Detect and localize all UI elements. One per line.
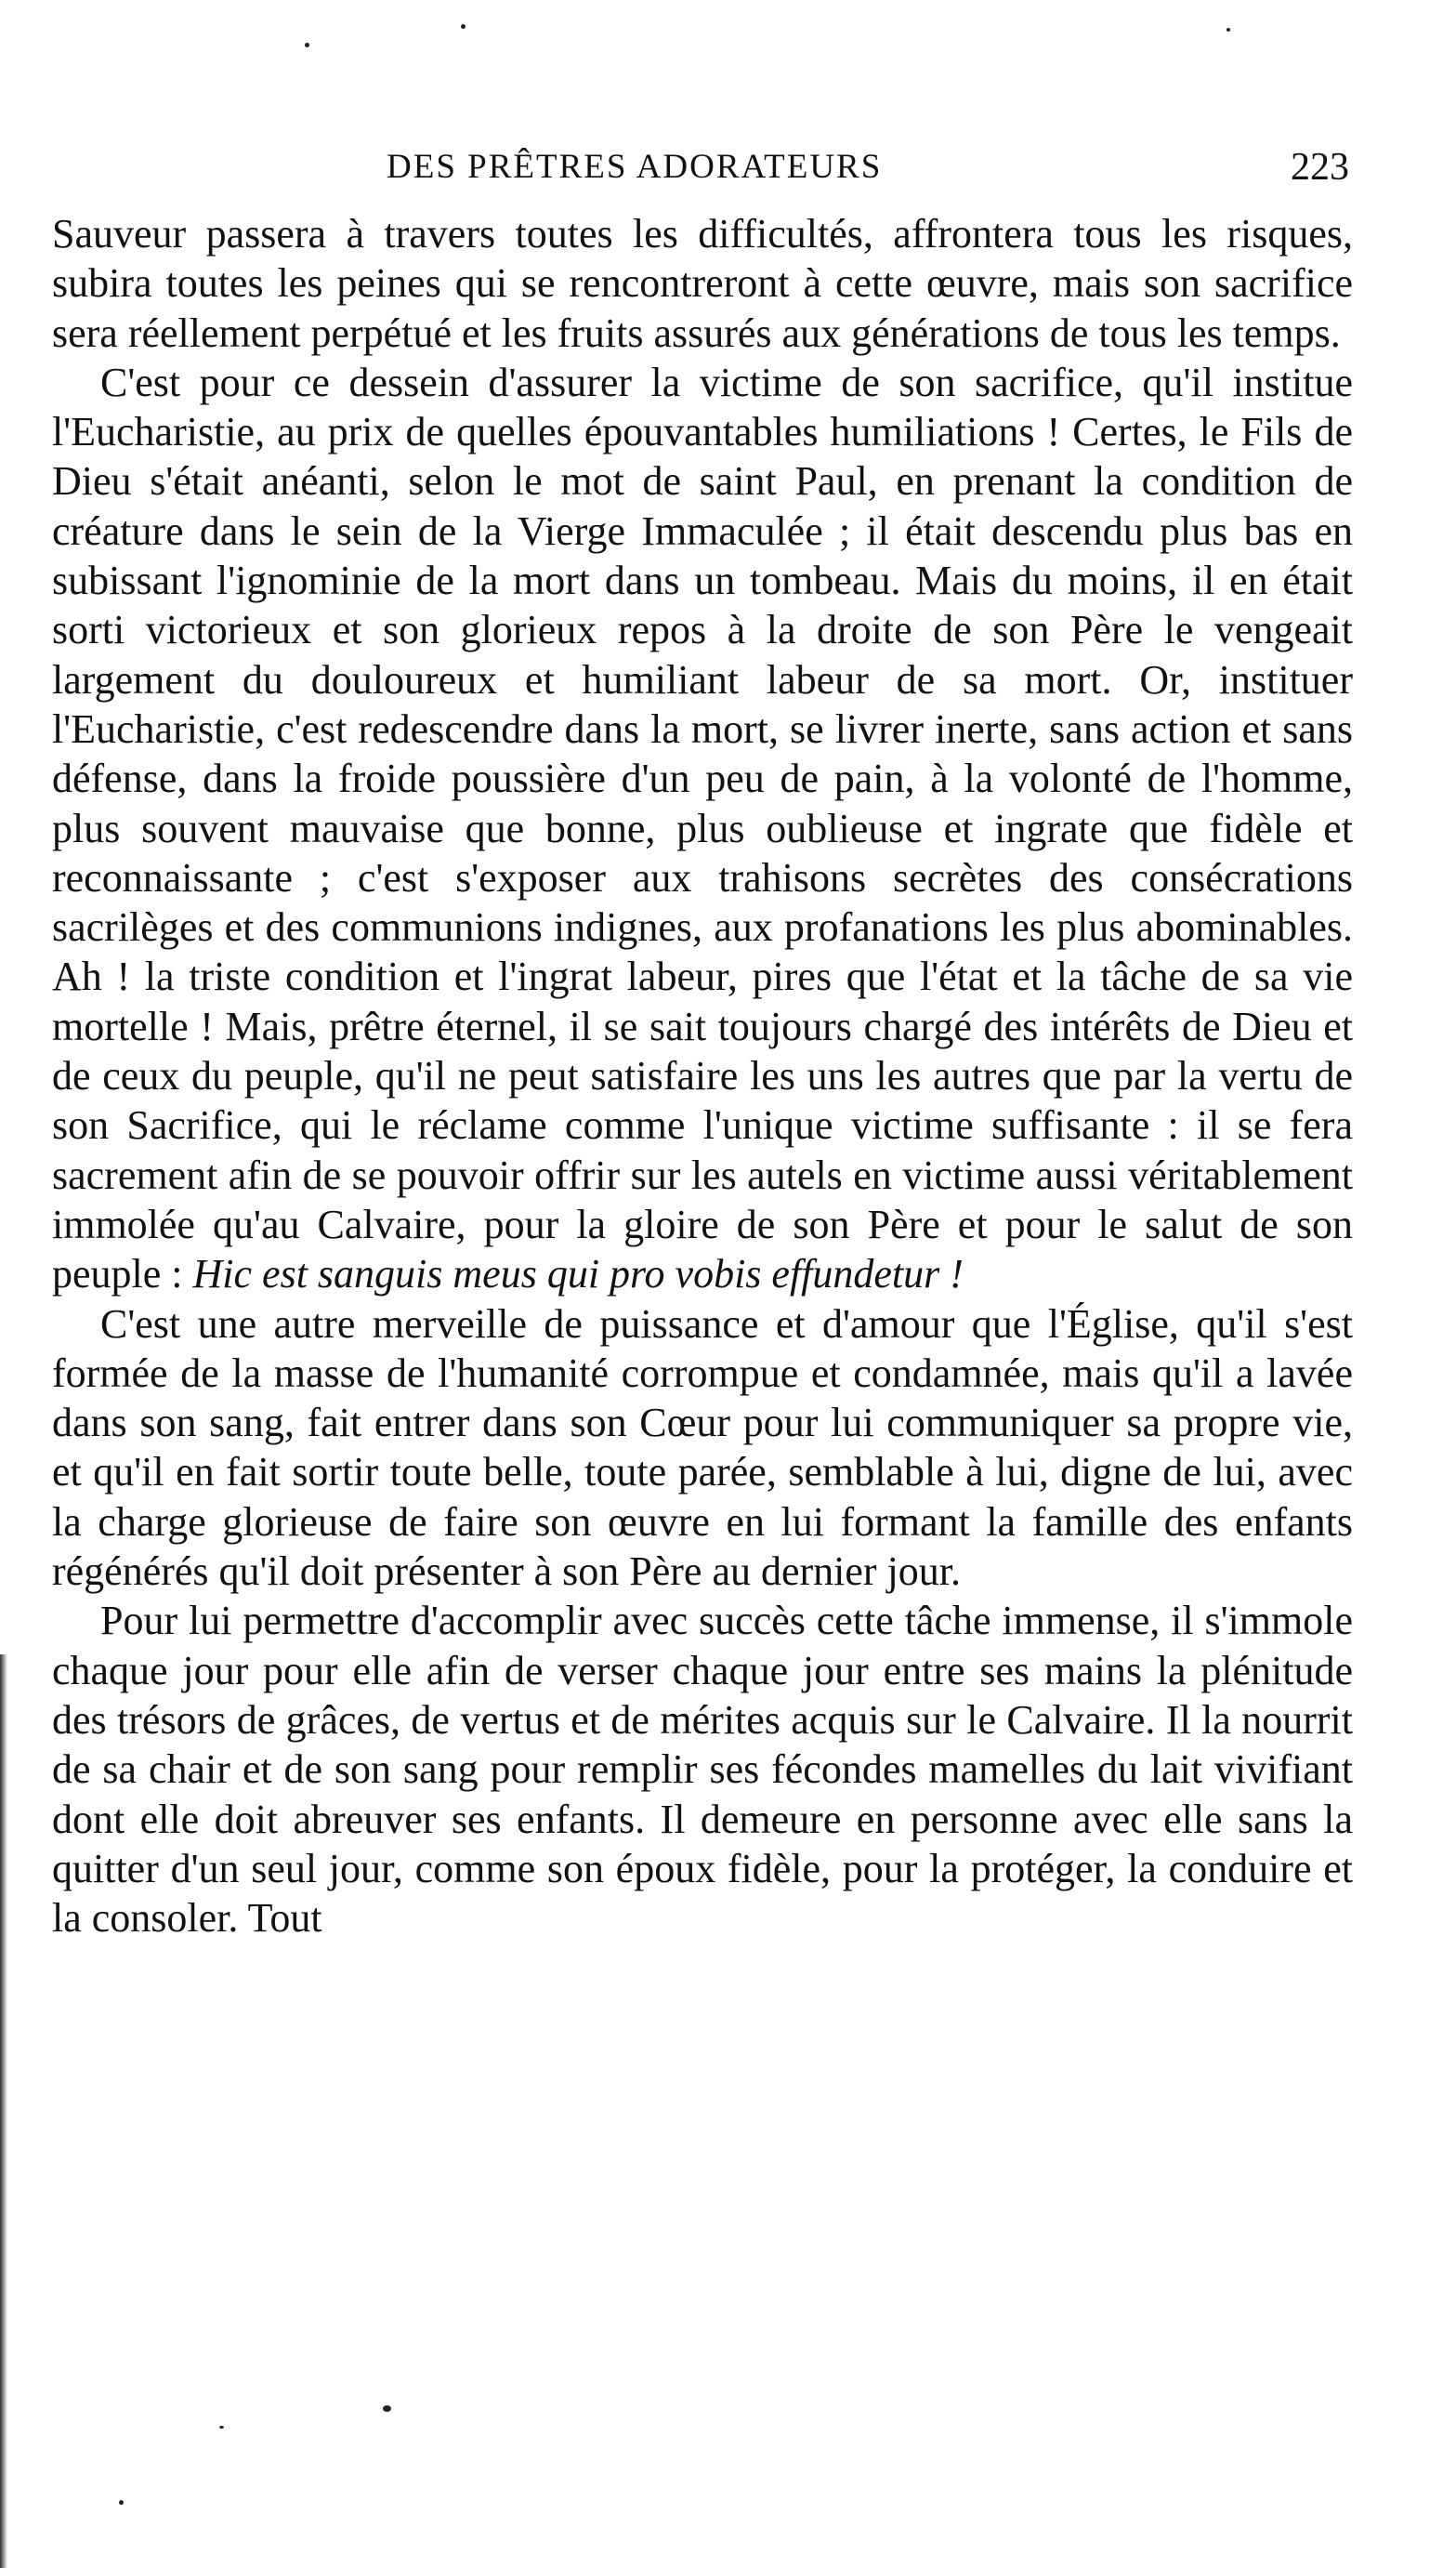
scan-edge-shadow [0, 1654, 7, 2568]
scan-speck [383, 2405, 391, 2412]
paragraph-3: C'est une autre merveille de puissance et d'amour que l'Église, qu'il s'est formée de la masse de l'humanité corrompue et condamnée, mais qu'il a lavée dans son sang, fait entrer dans son Cœur pour lui communiquer sa propre vie, et qu'il en fait sortir toute belle, toute parée, semblable à lui, digne de lui, avec la charge glorieuse de faire son œuvre en lui formant la famille des enfants régénérés qu'il doit présenter à son Père au dernier jour. [52, 1300, 1353, 1595]
scan-speck [219, 2426, 224, 2429]
latin-quotation: Hic est sanguis meus qui pro vobis effundetur ! [192, 1251, 964, 1297]
page-number: 223 [1291, 146, 1349, 189]
paragraph-2-text: C'est pour ce dessein d'assurer la victime de son sacrifice, qu'il institue l'Eucharistie, au prix de quelles épouvantables humiliations ! Certes, le Fils de Dieu s'était anéanti, selon le mot de saint Paul, en prenant la condition de créature dans le sein de la Vierge Immaculée ; il était descendu plus bas en subissant l'ignominie de la mort dans un tombeau. Mais du moins, il en était sorti victorieux et son glorieux repos à la droite de son Père le vengeait largement du douloureux et humiliant labeur de sa mort. Or, instituer l'Eucharistie, c'est redescendre dans la mort, se livrer inerte, sans action et sans défense, dans la froide poussière d'un peu de pain, à la volonté de l'homme, plus souvent mauvaise que bonne, plus oublieuse et ingrate que fidèle et reconnaissante ; c'est s'exposer aux trahisons secrètes des consécrations sacrilèges et des communions indignes, aux profanations les plus abominables. Ah ! la triste condition et l'ingrat labeur, pires que l'état et la tâche de sa vie mortelle ! Mais, prêtre éternel, il se sait toujours chargé des intérêts de Dieu et de ceux du peuple, qu'il ne peut satisfaire les uns les autres que par la vertu de son Sacrifice, qui le réclame comme l'unique victime suffisante : il se fera sacrement afin de se pouvoir offrir sur les autels en victime aussi véritablement immolée qu'au Calvaire, pour la gloire de son Père et pour le salut de son peuple : [52, 359, 1353, 1297]
body-text [52, 209, 1353, 1942]
paragraph-4: Pour lui permettre d'accomplir avec succès cette tâche immense, il s'immole chaque jour pour elle afin de verser chaque jour entre ses mains la plénitude des trésors de grâces, de vertus et de mérites acquis sur le Calvaire. Il la nourrit de sa chair et de son sang pour remplir ses fécondes mamelles du lait vivifiant dont elle doit abreuver ses enfants. Il demeure en personne avec elle sans la quitter d'un seul jour, comme son époux fidèle, pour la protéger, la conduire et la consoler. Tout [52, 1598, 1353, 1942]
running-head [52, 139, 1353, 195]
paragraph-1: Sauveur passera à travers toutes les difficultés, affrontera tous les risques, subira toutes les peines qui se rencontreront à cette œuvre, mais son sacrifice sera réellement perpétué et les fruits assurés aux générations de tous les temps. [52, 211, 1353, 356]
scan-speck [305, 43, 309, 47]
scan-speck [119, 2500, 124, 2505]
scan-speck [1226, 28, 1230, 32]
paragraph-2 [52, 358, 1353, 1299]
running-title: DES PRÊTRES ADORATEURS [387, 148, 883, 186]
scan-speck [461, 24, 466, 29]
